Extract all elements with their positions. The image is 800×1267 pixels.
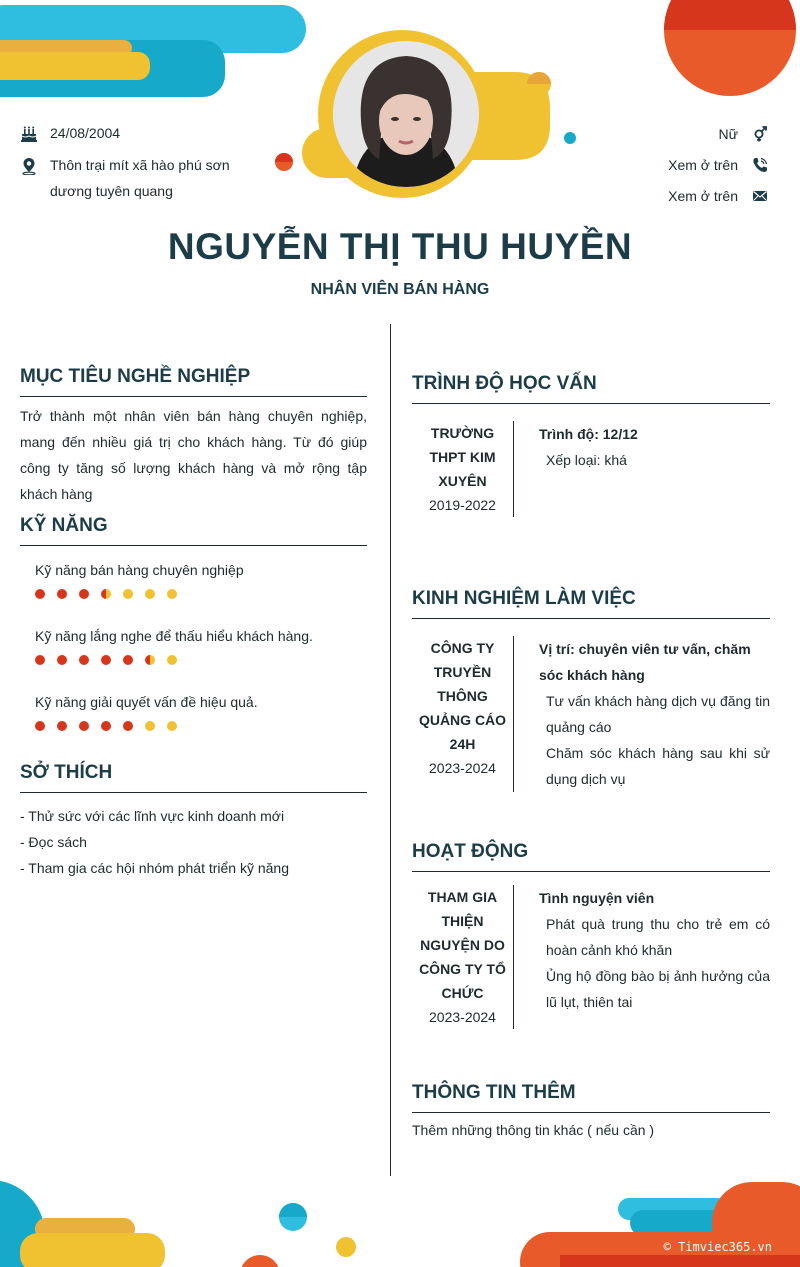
candidate-name: NGUYỄN THỊ THU HUYỀN — [167, 226, 633, 267]
gender-icon — [752, 126, 768, 142]
skill-dot — [167, 655, 177, 665]
skills-title: KỸ NĂNG — [20, 515, 367, 546]
education-title: TRÌNH ĐỘ HỌC VẤN — [412, 373, 770, 404]
location-pin-icon — [20, 157, 38, 175]
activities-org: THAM GIA THIỆN NGUYỆN DO CÔNG TY TỔ CHỨC — [419, 889, 506, 1001]
skill-dot — [35, 589, 45, 599]
phone-text: Xem ở trên — [668, 157, 738, 173]
experience-desc: Tư vấn khách hàng dịch vụ đăng tin quảng cáo — [546, 693, 770, 735]
experience-title: KINH NGHIỆM LÀM VIỆC — [412, 588, 770, 619]
hobby-item: - Đọc sách — [20, 834, 87, 850]
objective-title: MỤC TIÊU NGHỀ NGHIỆP — [20, 366, 367, 397]
experience-desc: Chăm sóc khách hàng sau khi sử dụng dịch vụ — [546, 745, 770, 787]
hobbies-section — [20, 762, 367, 881]
skill-dot — [79, 721, 89, 731]
hobby-item: - Tham gia các hội nhóm phát triển kỹ năng — [20, 860, 290, 876]
skill-rating — [35, 721, 367, 731]
avatar — [333, 41, 479, 187]
education-level: Trình độ: 12/12 — [539, 426, 638, 442]
skill-rating — [35, 589, 367, 599]
activities-role: Tình nguyện viên — [539, 890, 655, 906]
gender-row — [568, 124, 768, 144]
experience-company-block — [412, 636, 513, 792]
gender-text: Nữ — [718, 126, 738, 142]
skill-dot — [101, 721, 111, 731]
experience-section — [412, 588, 770, 792]
phone-icon — [752, 157, 768, 173]
skill-dot — [101, 589, 111, 599]
hobby-item: - Thử sức với các lĩnh vực kinh doanh mới — [20, 808, 285, 824]
activities-section — [412, 841, 770, 1029]
experience-detail — [514, 636, 770, 792]
birthday-cake-icon — [20, 125, 38, 143]
extra-title: THÔNG TIN THÊM — [412, 1082, 770, 1113]
skill-dot — [145, 721, 155, 731]
address-row — [20, 156, 270, 204]
job-title: NHÂN VIÊN BÁN HÀNG — [310, 281, 490, 298]
contact-left — [20, 124, 270, 214]
skill-dot — [57, 721, 67, 731]
activities-title: HOẠT ĐỘNG — [412, 841, 770, 872]
experience-company: CÔNG TY TRUYỀN THÔNG QUẢNG CÁO 24H — [418, 640, 507, 752]
objective-text: Trở thành một nhân viên bán hàng chuyên nghiệp, mang đến nhiều giá trị cho khách hàng. Từ đó giúp công ty tăng số lượng khách hàng và mở rộng tập khách hàng — [20, 408, 367, 502]
extra-text: Thêm những thông tin khác ( nếu cần ) — [412, 1122, 655, 1138]
activities-org-block — [412, 885, 513, 1029]
education-section — [412, 373, 770, 517]
skill-dot — [145, 589, 155, 599]
skill-dot — [35, 655, 45, 665]
skill-dot — [57, 655, 67, 665]
experience-position: Vị trí: chuyên viên tư vấn, chăm sóc khách hàng — [539, 641, 751, 683]
education-school-block — [412, 421, 513, 517]
hobbies-list — [20, 803, 367, 881]
skill-dot — [123, 721, 133, 731]
activities-desc: Phát quà trung thu cho trẻ em có hoàn cảnh khó khăn — [546, 916, 770, 958]
skill-item — [35, 692, 367, 731]
experience-years: 2023-2024 — [429, 760, 496, 776]
address-text: Thôn trại mít xã hào phú sơn dương tuyên quang — [50, 157, 230, 199]
activities-years: 2023-2024 — [429, 1009, 496, 1025]
education-grade: Xếp loại: khá — [546, 452, 627, 468]
skills-list — [20, 560, 367, 731]
contact-right — [568, 124, 768, 217]
skill-rating — [35, 655, 367, 665]
skill-dot — [57, 589, 67, 599]
activities-detail — [514, 885, 770, 1029]
education-detail — [514, 421, 770, 517]
experience-entry — [412, 636, 770, 792]
education-years: 2019-2022 — [429, 497, 496, 513]
skill-dot — [101, 655, 111, 665]
skills-section — [20, 515, 367, 758]
birthday-text: 24/08/2004 — [50, 125, 121, 141]
extra-section — [412, 1082, 770, 1143]
skill-dot — [145, 655, 155, 665]
skill-name: Kỹ năng bán hàng chuyên nghiệp — [35, 562, 244, 578]
activities-desc: Ủng hộ đồng bào bị ảnh hưởng của lũ lụt, thiên tai — [546, 968, 770, 1010]
skill-dot — [79, 589, 89, 599]
skill-item — [35, 560, 367, 599]
email-row — [568, 186, 768, 206]
phone-row — [568, 155, 768, 175]
skill-dot — [167, 721, 177, 731]
copyright: © Timviec365.vn — [663, 1240, 772, 1254]
skill-dot — [123, 655, 133, 665]
email-text: Xem ở trên — [668, 188, 738, 204]
education-school: TRƯỜNG THPT KIM XUYÊN — [429, 425, 496, 489]
skill-dot — [167, 589, 177, 599]
objective-section — [20, 366, 367, 507]
skill-dot — [79, 655, 89, 665]
skill-dot — [35, 721, 45, 731]
activities-entry — [412, 885, 770, 1029]
skill-item — [35, 626, 367, 665]
skill-name: Kỹ năng lắng nghe để thấu hiểu khách hàng. — [35, 628, 313, 644]
skill-name: Kỹ năng giải quyết vấn đề hiệu quả. — [35, 694, 258, 710]
envelope-icon — [752, 188, 768, 204]
education-entry — [412, 421, 770, 517]
hobbies-title: SỞ THÍCH — [20, 762, 367, 793]
skill-dot — [123, 589, 133, 599]
column-divider — [390, 324, 391, 1176]
birthday-row — [20, 124, 270, 146]
